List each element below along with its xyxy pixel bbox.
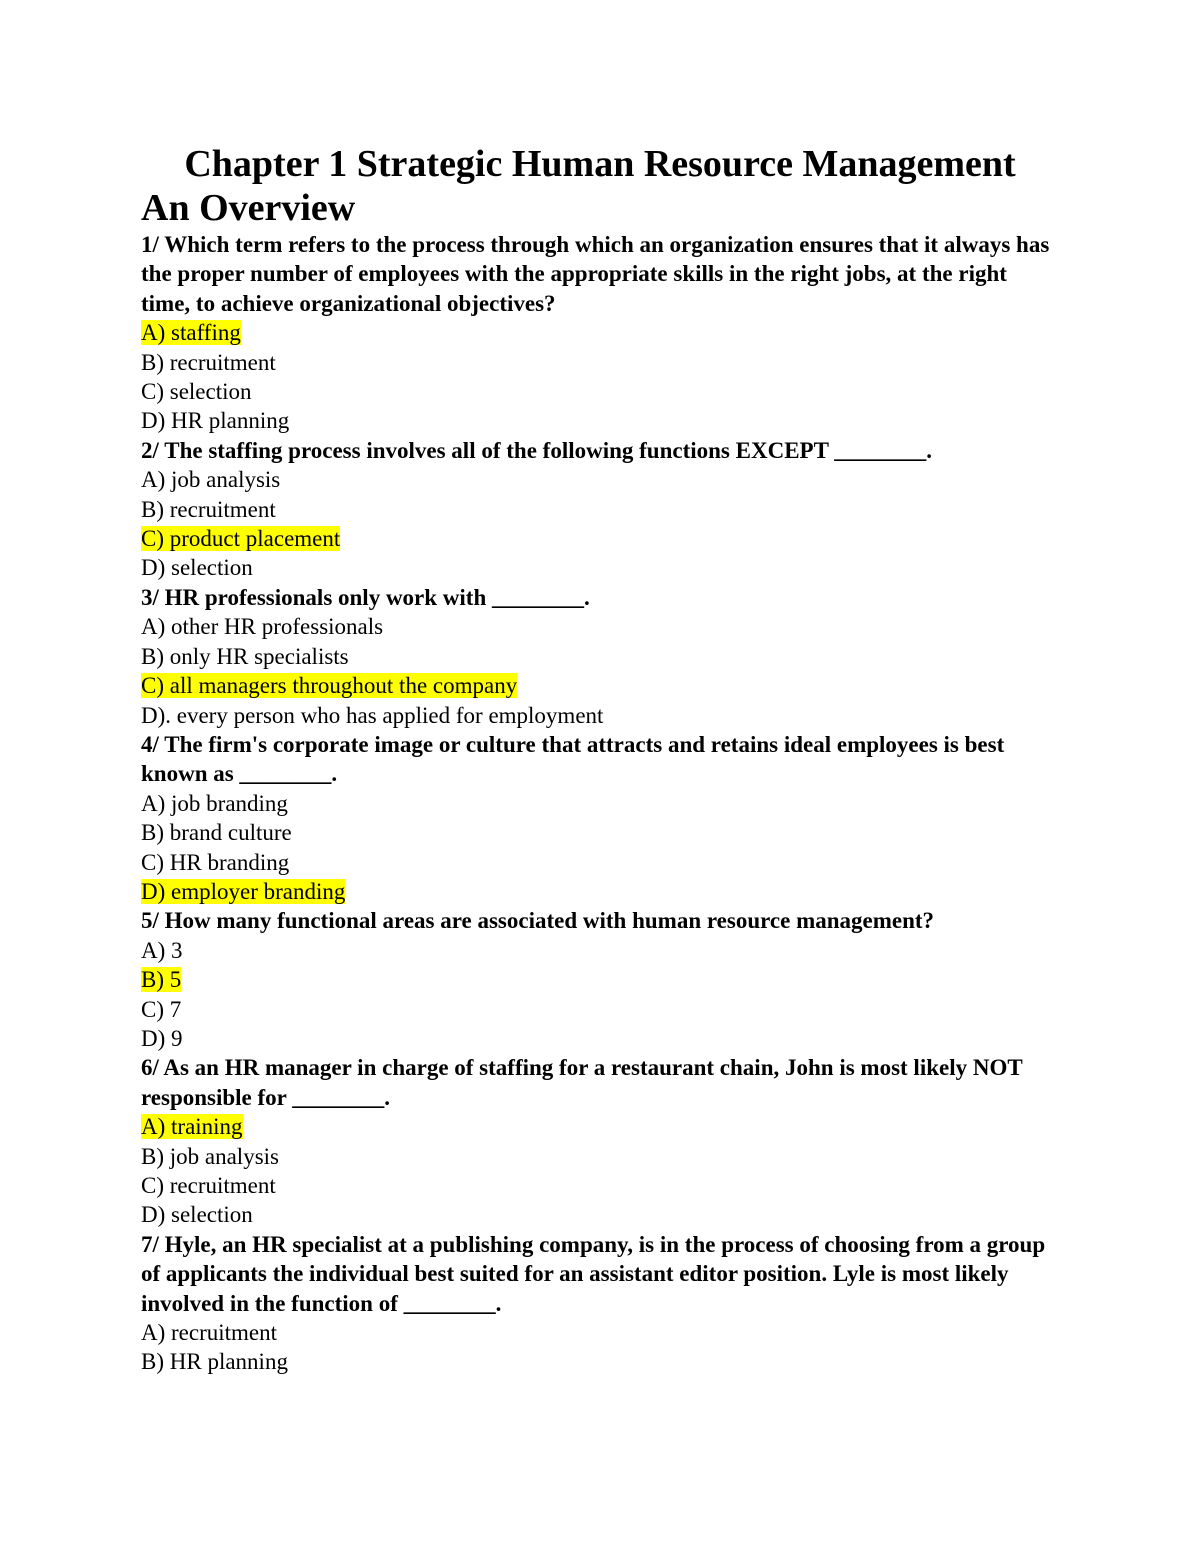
- answer-label: C) recruitment: [141, 1173, 276, 1198]
- answer-option: [141, 877, 1061, 906]
- question-text: 4/ The firm's corporate image or culture that attracts and retains ideal employees is best known as ________.: [141, 731, 1005, 787]
- answer-option: [141, 1112, 1061, 1141]
- question-text: 6/ As an HR manager in charge of staffing for a restaurant chain, John is most likely NOT responsible for ________.: [141, 1055, 1023, 1110]
- question-block: [141, 1230, 1061, 1377]
- answer-label: D) selection: [141, 555, 253, 581]
- answer-option: [141, 848, 1061, 877]
- question-block: [141, 906, 1061, 1053]
- answer-option: [141, 348, 1061, 377]
- answer-option: [141, 612, 1061, 641]
- answer-option: [141, 553, 1061, 582]
- highlighted-answer-label: A) training: [141, 1114, 243, 1140]
- answer-label: B) recruitment: [141, 496, 276, 522]
- answer-label: D) HR planning: [141, 408, 290, 434]
- answer-label: D). every person who has applied for employment: [141, 702, 604, 728]
- question-text: 5/ How many functional areas are associated with human resource management?: [141, 908, 935, 934]
- answer-label: D) selection: [141, 1202, 253, 1228]
- highlighted-answer-label: B) 5: [141, 967, 182, 993]
- answer-label: C) 7: [141, 996, 182, 1022]
- answer-option: [141, 642, 1061, 671]
- title-line-2: An Overview: [141, 187, 356, 229]
- answer-option: [141, 671, 1061, 700]
- answer-option: [141, 701, 1061, 730]
- answer-option: [141, 465, 1061, 494]
- question-block: [141, 583, 1061, 730]
- answer-option: [141, 1347, 1061, 1376]
- answer-option: [141, 495, 1061, 524]
- title-line-1: Chapter 1 Strategic Human Resource Management: [184, 143, 1016, 185]
- question-block: [141, 230, 1061, 436]
- answer-option: [141, 789, 1061, 818]
- question-text: 2/ The staffing process involves all of the following functions EXCEPT ________.: [141, 437, 933, 463]
- answer-option: [141, 936, 1061, 965]
- answer-label: B) only HR specialists: [141, 643, 349, 669]
- answer-option: [141, 524, 1061, 553]
- answer-label: A) 3: [141, 937, 183, 963]
- question-list: [141, 230, 1061, 1377]
- answer-label: C) selection: [141, 379, 252, 405]
- question-text: 7/ Hyle, an HR specialist at a publishing company, is in the process of choosing from a group of applicants the individual best suited for an assistant editor position. Lyle is most likely involved in the function of ________.: [141, 1231, 1046, 1316]
- answer-label: D) 9: [141, 1025, 183, 1051]
- highlighted-answer-label: D) employer branding: [141, 878, 346, 904]
- answer-label: A) job analysis: [141, 467, 281, 493]
- answer-option: [141, 995, 1061, 1024]
- answer-option: [141, 1200, 1061, 1229]
- highlighted-answer-label: A) staffing: [141, 320, 241, 346]
- question-block: [141, 1053, 1061, 1229]
- document-content: [141, 142, 1061, 1377]
- answer-option: [141, 1142, 1061, 1171]
- answer-option: [141, 965, 1061, 994]
- answer-option: [141, 1024, 1061, 1053]
- highlighted-answer-label: C) product placement: [141, 526, 341, 552]
- answer-label: B) recruitment: [141, 349, 276, 375]
- answer-label: A) recruitment: [141, 1320, 278, 1346]
- question-text: 1/ Which term refers to the process through which an organization ensures that it always has the proper number of employees with the appropriate skills in the right jobs, at the right time, to achieve organizational objectives?: [141, 232, 1050, 316]
- answer-label: B) HR planning: [141, 1349, 288, 1375]
- highlighted-answer-label: C) all managers throughout the company: [141, 673, 518, 699]
- answer-option: [141, 406, 1061, 435]
- answer-label: B) brand culture: [141, 820, 292, 846]
- question-block: [141, 436, 1061, 583]
- answer-option: [141, 1171, 1061, 1200]
- question-block: [141, 730, 1061, 906]
- answer-option: [141, 318, 1061, 347]
- answer-option: [141, 1318, 1061, 1347]
- page-title: [141, 142, 1061, 230]
- answer-option: [141, 818, 1061, 847]
- answer-label: A) job branding: [141, 790, 288, 816]
- answer-label: A) other HR professionals: [141, 614, 384, 640]
- answer-label: C) HR branding: [141, 849, 290, 875]
- question-text: 3/ HR professionals only work with ________.: [141, 584, 590, 610]
- answer-option: [141, 377, 1061, 406]
- answer-label: B) job analysis: [141, 1143, 279, 1169]
